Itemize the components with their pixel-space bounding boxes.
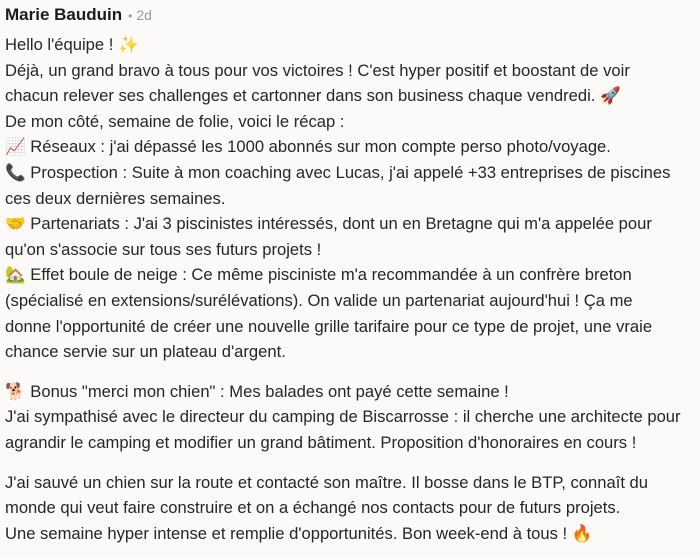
body-line: Déjà, un grand bravo à tous pour vos victoires ! C'est hyper positif et boostant de voir	[5, 60, 630, 80]
meta-separator: •	[128, 9, 133, 23]
body-line: donne l'opportunité de créer une nouvelle grille tarifaire pour ce type de projet, une vraie	[5, 316, 653, 336]
body-line: 📈 Réseaux : j'ai dépassé les 1000 abonnés sur mon compte perso photo/voyage.	[5, 137, 611, 157]
paragraph-spacer	[5, 456, 694, 470]
paragraph-3	[5, 470, 694, 547]
post-timestamp[interactable]: 2d	[136, 7, 152, 23]
post-body	[5, 32, 694, 546]
paragraph-2	[5, 379, 694, 456]
body-line: ces deux dernières semaines.	[5, 188, 226, 208]
body-line: Hello l'équipe ! ✨	[5, 35, 139, 54]
body-line: monde qui veut faire construire et on a échangé nos contacts pour de futurs projets.	[5, 498, 621, 518]
body-line: 🏡 Effet boule de neige : Ce même pisciniste m'a recommandée à un confrère breton	[5, 265, 632, 285]
body-line: J'ai sauvé un chien sur la route et contacté son maître. Il bosse dans le BTP, connaît du	[5, 472, 649, 492]
paragraph-spacer	[5, 365, 694, 379]
body-line: 🤝 Partenariats : J'ai 3 piscinistes intéressés, dont un en Bretagne qui m'a appelée pour	[5, 214, 652, 234]
body-line: Une semaine hyper intense et remplie d'opportunités. Bon week-end à tous ! 🔥	[5, 523, 593, 543]
body-line: 📞 Prospection : Suite à mon coaching avec Lucas, j'ai appelé +33 entreprises de piscines	[5, 162, 671, 182]
body-line: chacun relever ses challenges et cartonner dans son business chaque vendredi. 🚀	[5, 86, 621, 106]
body-line: chance servie sur un plateau d'argent.	[5, 342, 286, 362]
paragraph-1	[5, 32, 694, 365]
post-header	[5, 2, 694, 28]
body-line: qu'on s'associe sur tous ses futurs projets !	[5, 239, 322, 259]
author-name[interactable]: Marie Bauduin	[5, 5, 123, 24]
body-line: (spécialisé en extensions/surélévations). On valide un partenariat aujourd'hui ! Ça me	[5, 290, 633, 310]
body-line: J'ai sympathisé avec le directeur du camping de Biscarrosse : il cherche une architecte pour	[5, 407, 681, 427]
body-line: agrandir le camping et modifier un grand bâtiment. Proposition d'honoraires en cours !	[5, 432, 637, 452]
body-line: De mon côté, semaine de folie, voici le récap :	[5, 111, 345, 131]
body-line: 🐕 Bonus "merci mon chien" : Mes balades ont payé cette semaine !	[5, 381, 509, 401]
